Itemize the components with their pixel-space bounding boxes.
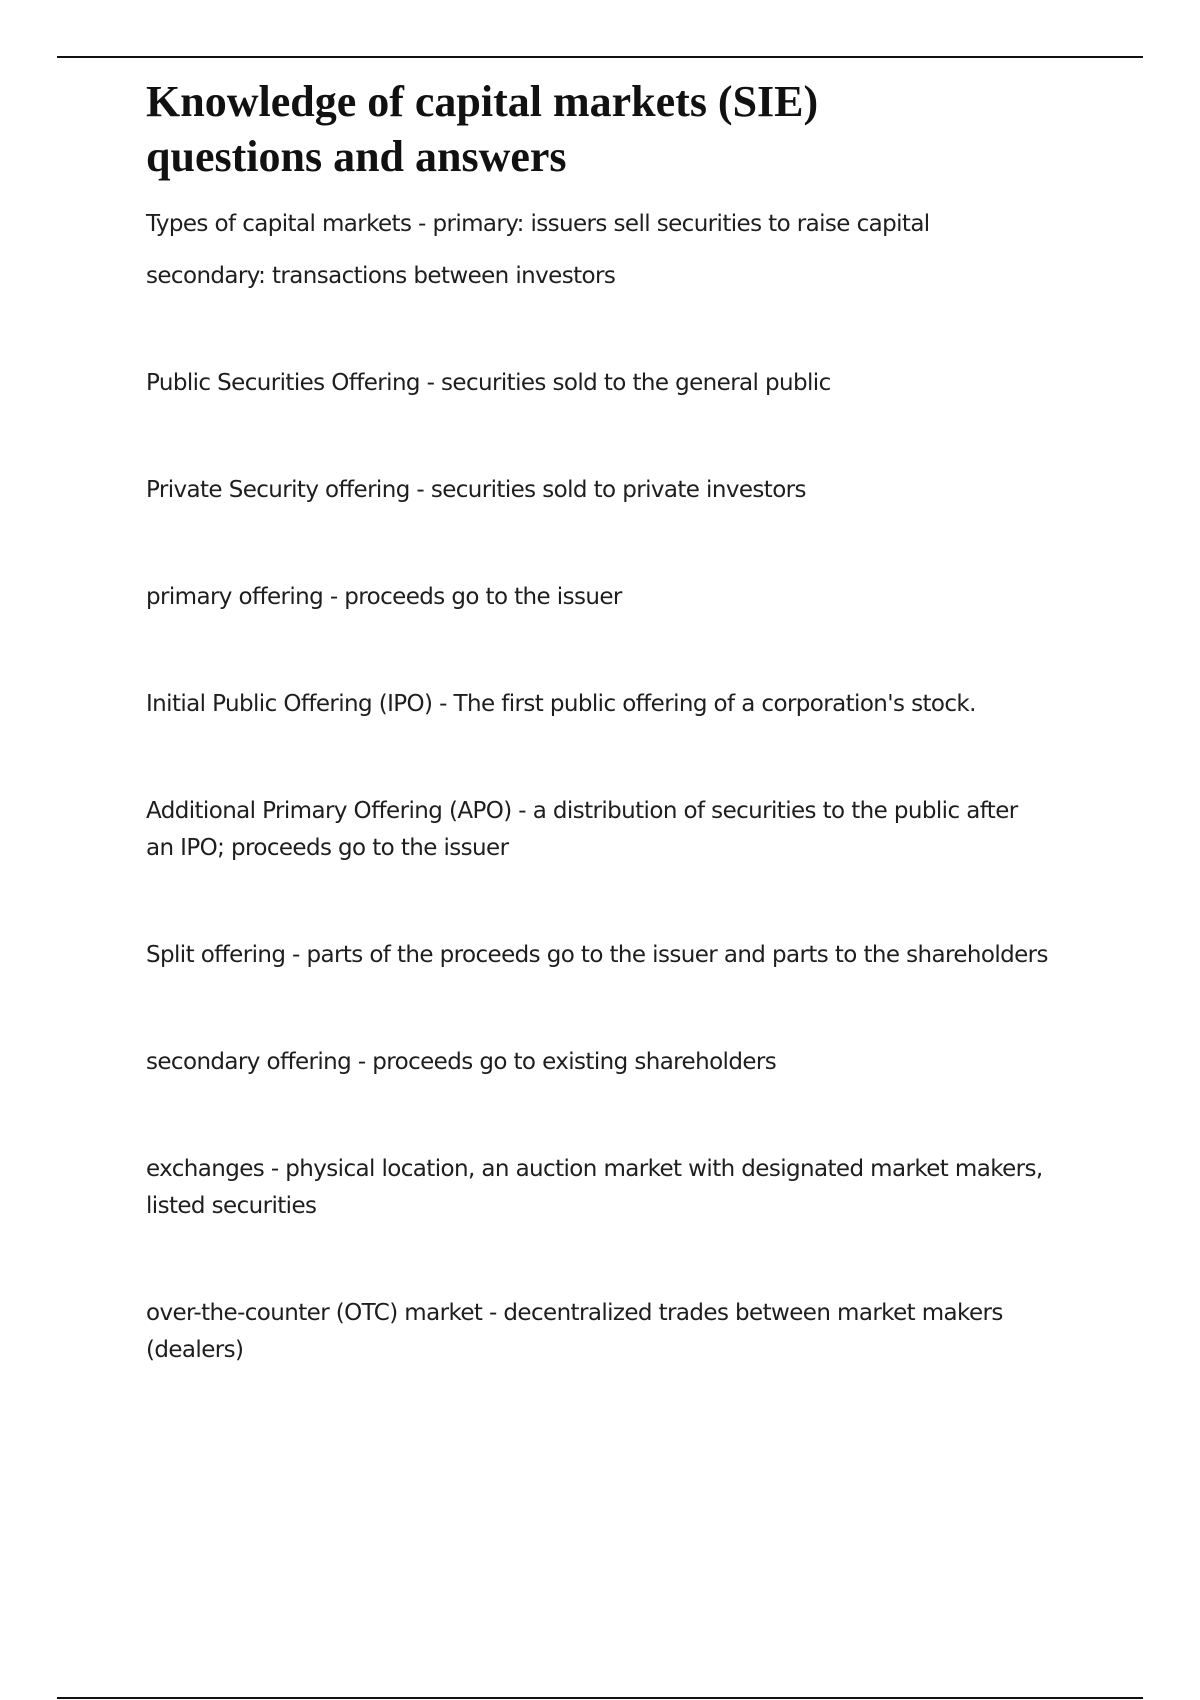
qa-line: secondary offering - proceeds go to existing shareholders: [146, 1049, 777, 1075]
bottom-divider: [57, 1697, 1143, 1699]
qa-entry-private-security-offering: [146, 472, 1106, 509]
qa-line: an IPO; proceeds go to the issuer: [146, 835, 509, 861]
qa-entry-primary-offering: [146, 579, 1106, 616]
qa-line: Types of capital markets - primary: issuers sell securities to raise capital: [146, 211, 930, 237]
qa-entry-split-offering: [146, 937, 1106, 974]
qa-line: Split offering - parts of the proceeds go to the issuer and parts to the shareholders: [146, 942, 1048, 968]
qa-entry-initial-public-offering: [146, 686, 1106, 723]
top-divider: [57, 56, 1143, 58]
qa-entry-public-securities-offering: [146, 365, 1106, 402]
page-title: [146, 74, 1106, 184]
qa-entry-otc-market: [146, 1295, 1106, 1369]
qa-line: Public Securities Offering - securities sold to the general public: [146, 370, 831, 396]
qa-entry-secondary-offering: [146, 1044, 1106, 1081]
qa-line: (dealers): [146, 1337, 244, 1363]
qa-entry-additional-primary-offering: [146, 793, 1106, 867]
qa-entry-exchanges: [146, 1151, 1106, 1225]
qa-line: exchanges - physical location, an auction market with designated market makers,: [146, 1156, 1043, 1182]
qa-line: Initial Public Offering (IPO) - The first public offering of a corporation's stock.: [146, 691, 976, 717]
title-line-2: questions and answers: [146, 132, 567, 181]
qa-line: over-the-counter (OTC) market - decentralized trades between market makers: [146, 1300, 1003, 1326]
qa-line: Additional Primary Offering (APO) - a distribution of securities to the public after: [146, 798, 1018, 824]
qa-line: Private Security offering - securities sold to private investors: [146, 477, 806, 503]
title-line-1: Knowledge of capital markets (SIE): [146, 77, 819, 126]
qa-line: primary offering - proceeds go to the issuer: [146, 584, 622, 610]
qa-line: listed securities: [146, 1193, 317, 1219]
qa-entry-types-of-capital-markets: [146, 206, 1106, 295]
document-body: [146, 74, 1106, 1369]
qa-line: secondary: transactions between investors: [146, 263, 616, 289]
